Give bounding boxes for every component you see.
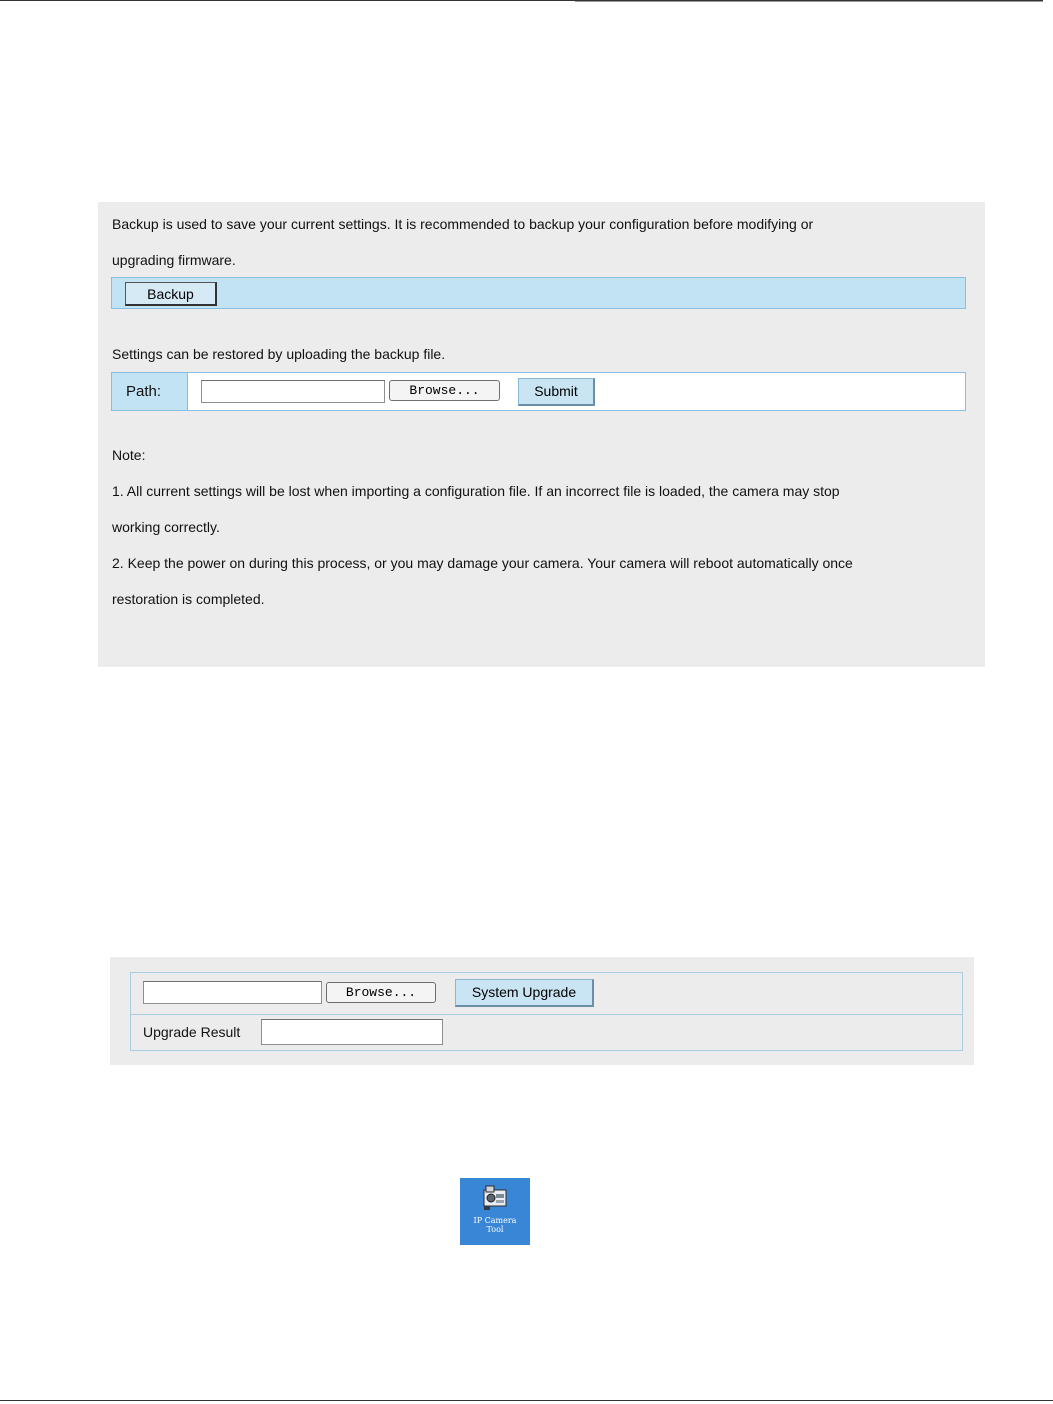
submit-button[interactable]: Submit	[518, 378, 595, 406]
backup-intro-line1: Backup is used to save your current settings. It is recommended to backup your configuration before modifying or	[112, 216, 814, 232]
upgrade-table	[130, 972, 963, 1051]
top-rule	[0, 0, 1043, 1]
system-upgrade-panel	[110, 957, 974, 1065]
restore-browse-button[interactable]: Browse...	[389, 380, 500, 401]
note-item2-line1: 2. Keep the power on during this process, or you may damage your camera. Your camera will reboot automatically once	[112, 555, 853, 571]
restore-path-input[interactable]	[201, 380, 385, 403]
upgrade-file-row	[131, 973, 962, 1015]
path-label: Path:	[126, 383, 162, 400]
note-item1-line1: 1. All current settings will be lost when importing a configuration file. If an incorrect file is loaded, the camera may stop	[112, 483, 840, 499]
restore-description: Settings can be restored by uploading the backup file.	[112, 346, 446, 362]
backup-restore-panel	[98, 202, 985, 667]
path-label-cell	[112, 373, 188, 410]
upgrade-result-label: Upgrade Result	[143, 1024, 241, 1040]
upgrade-result-field	[261, 1019, 443, 1045]
shortcut-label: IP Camera Tool	[473, 1216, 517, 1234]
system-upgrade-button[interactable]: System Upgrade	[455, 979, 594, 1007]
backup-intro-line2: upgrading firmware.	[112, 252, 236, 268]
ip-camera-tool-shortcut[interactable]	[460, 1178, 530, 1245]
upgrade-result-row	[131, 1015, 962, 1050]
bottom-rule	[0, 1400, 1053, 1401]
note-title: Note:	[112, 447, 146, 463]
upgrade-browse-button[interactable]: Browse...	[326, 982, 436, 1003]
note-item1-line2: working correctly.	[112, 519, 220, 535]
backup-row	[111, 277, 966, 309]
restore-path-row	[111, 372, 966, 411]
camera-tool-icon	[482, 1184, 508, 1214]
backup-button[interactable]: Backup	[125, 282, 217, 306]
note-item2-line2: restoration is completed.	[112, 591, 265, 607]
upgrade-file-input[interactable]	[143, 981, 322, 1004]
